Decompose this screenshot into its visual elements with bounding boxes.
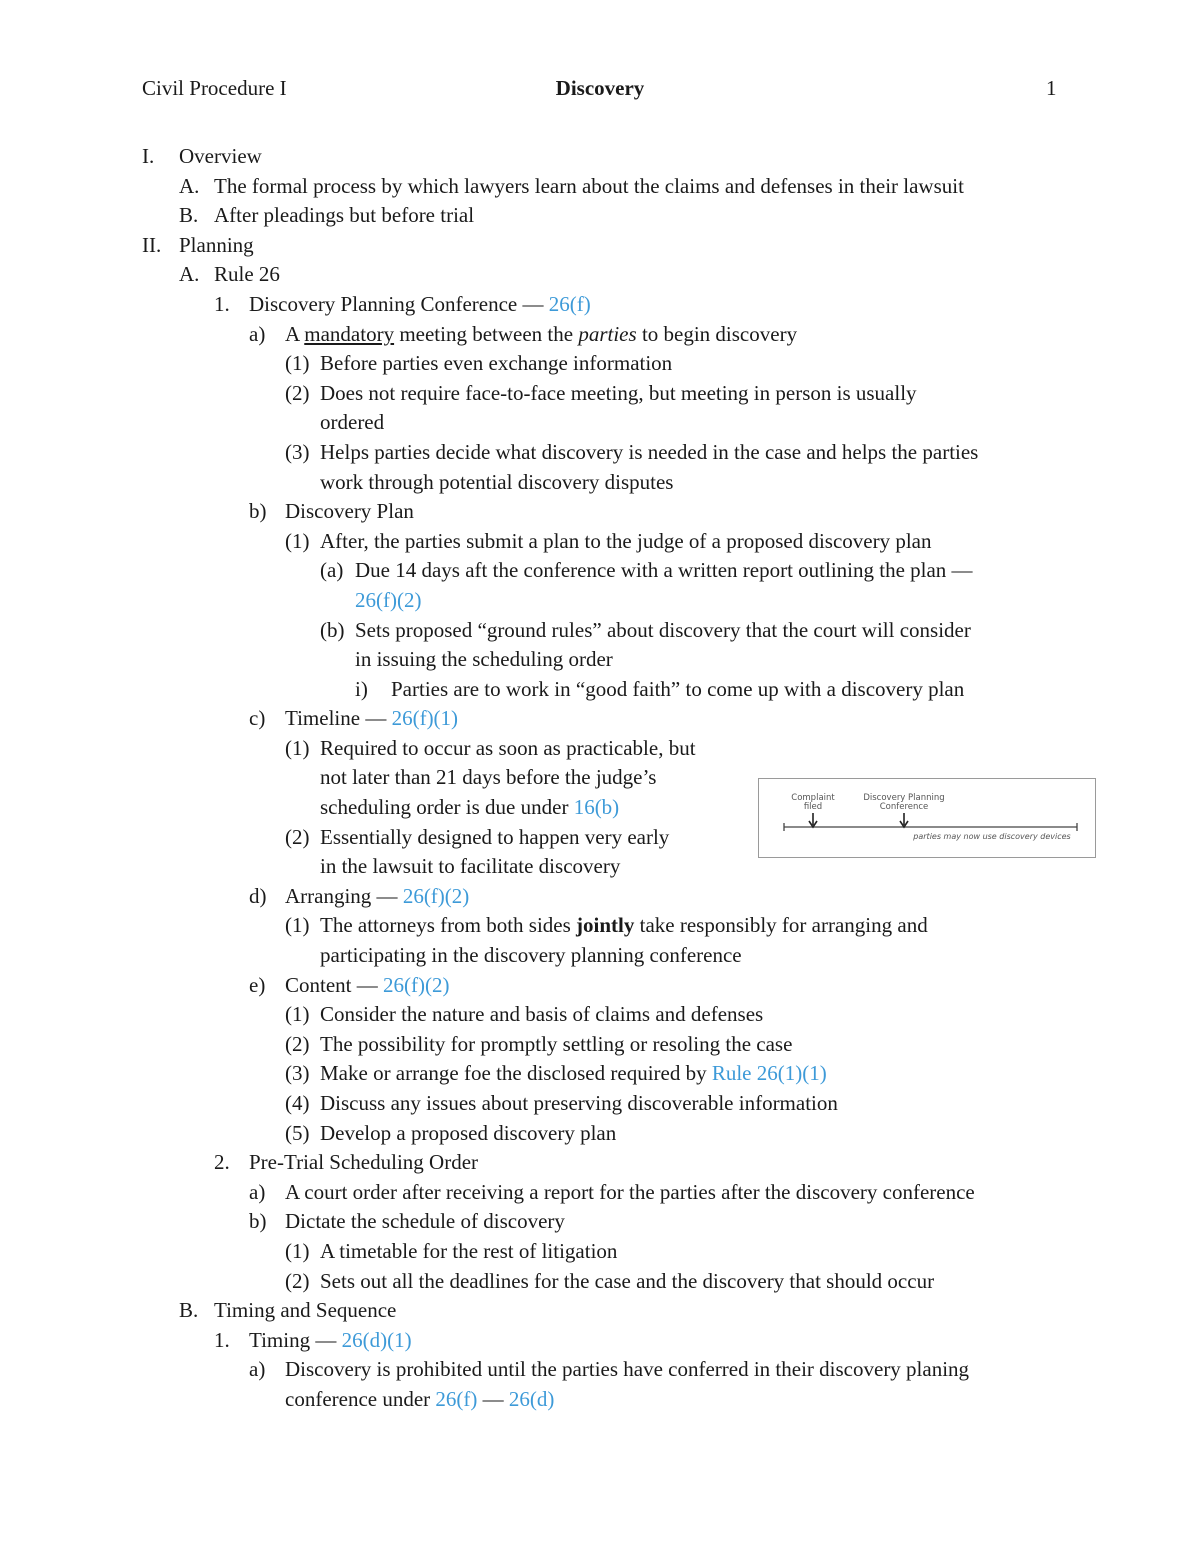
outline-text <box>285 971 449 1001</box>
outline-line <box>0 1385 1200 1415</box>
outline-text-run: The attorneys from both sides <box>320 913 577 938</box>
outline-text <box>249 290 591 320</box>
conference-label-line2: Conference <box>879 802 929 812</box>
outline-line <box>0 497 1200 527</box>
outline-text-run: to begin discovery <box>636 321 798 346</box>
outline-marker: 2. <box>214 1150 230 1175</box>
outline-text-run: Dictate the schedule of discovery <box>285 1209 565 1234</box>
outline-marker: (b) <box>320 617 345 642</box>
outline-text <box>249 1326 412 1356</box>
outline-marker: b) <box>249 1209 267 1234</box>
rule-citation-link[interactable]: 26(d)(1) <box>341 1327 412 1352</box>
outline-text <box>179 231 254 261</box>
outline-line <box>0 1326 1200 1356</box>
outline-line <box>0 971 1200 1001</box>
outline-line <box>0 527 1200 557</box>
outline-text-run: The possibility for promptly settling or resoling the case <box>320 1031 793 1056</box>
outline-text-run: Develop a proposed discovery plan <box>320 1120 617 1145</box>
rule-citation-link[interactable]: 26(f) <box>548 291 591 316</box>
outline-text <box>285 1178 975 1208</box>
outline-line <box>0 1237 1200 1267</box>
conference-arrow-icon <box>900 813 908 827</box>
outline-text-run: Make or arrange foe the disclosed required by <box>320 1061 712 1086</box>
outline-text <box>320 408 384 438</box>
outline-marker: e) <box>249 972 266 997</box>
outline-text <box>179 142 262 172</box>
outline-text-run: Sets proposed “ground rules” about discovery that the court will consider <box>355 617 971 642</box>
outline-marker: a) <box>249 1357 266 1382</box>
rule-citation-link[interactable]: 26(f)(2) <box>355 587 422 612</box>
outline-line <box>0 1267 1200 1297</box>
header-topic-title: Discovery <box>555 76 645 100</box>
outline-text-run: Discovery is prohibited until the parties have conferred in their discovery planing <box>285 1357 970 1382</box>
outline-text-run: Overview <box>179 144 262 168</box>
header-page-number: 1 <box>1046 76 1057 100</box>
outline-text-run: in issuing the scheduling order <box>355 647 613 672</box>
outline-marker: (1) <box>285 1238 310 1263</box>
outline-text-run: Content — <box>285 972 383 997</box>
outline-text <box>214 201 474 231</box>
outline-marker: A. <box>179 173 200 198</box>
outline-text <box>320 468 673 498</box>
outline-text-run: Timing and Sequence <box>214 1298 397 1323</box>
outline-text-run: Planning <box>179 232 254 257</box>
outline-text <box>320 852 620 882</box>
outline-text <box>320 527 932 557</box>
outline-marker: (2) <box>285 1031 310 1056</box>
outline-text <box>320 349 672 379</box>
complaint-label-line2: filed <box>803 802 823 812</box>
outline-text <box>285 882 469 912</box>
outline-text-run: participating in the discovery planning conference <box>320 943 742 968</box>
outline-text-run: work through potential discovery disputes <box>320 469 674 494</box>
rule-citation-link[interactable]: 16(b) <box>573 795 620 820</box>
outline-text <box>285 497 414 527</box>
outline-marker: B. <box>179 1298 199 1323</box>
outline-text-run: Sets out all the deadlines for the case and the discovery that should occur <box>320 1268 935 1293</box>
outline-line <box>0 1089 1200 1119</box>
outline-line <box>0 616 1200 646</box>
outline-text <box>320 763 656 793</box>
outline-text-run: Does not require face-to-face meeting, but meeting in person is usually <box>320 380 917 405</box>
timeline-diagram <box>758 778 1096 858</box>
outline-marker: B. <box>179 203 199 228</box>
outline-line <box>0 142 1200 172</box>
outline-text-run: — <box>477 1386 509 1411</box>
outline-marker: (5) <box>285 1120 310 1145</box>
complaint-arrow-icon <box>809 813 817 827</box>
outline-text-run: Discuss any issues about preserving discoverable information <box>320 1091 838 1115</box>
outline-text-run: Rule 26 <box>214 262 280 287</box>
outline-text <box>214 260 280 290</box>
outline-marker: (a) <box>320 558 344 583</box>
outline-text-run: Required to occur as soon as practicable, but <box>320 735 696 760</box>
outline-text <box>320 911 928 941</box>
outline-marker: i) <box>355 676 368 701</box>
outline-text-run: The formal process by which lawyers learn about the claims and defenses in their lawsuit <box>214 173 964 198</box>
outline-line <box>0 1355 1200 1385</box>
outline-text-run: jointly <box>576 913 635 938</box>
rule-citation-link[interactable]: 26(f)(2) <box>402 883 470 908</box>
outline-text <box>320 438 978 468</box>
outline-text-run: mandatory <box>304 321 395 346</box>
timeline-diagram-graphic <box>759 779 1095 857</box>
outline-text-run: Consider the nature and basis of claims and defenses <box>320 1002 764 1027</box>
outline-line <box>0 379 1200 409</box>
outline-text <box>285 320 797 350</box>
outline-marker: (2) <box>285 1268 310 1293</box>
outline-line <box>0 675 1200 705</box>
outline-text-run: A timetable for the rest of litigation <box>320 1238 618 1263</box>
rule-citation-link[interactable]: 26(d) <box>508 1386 555 1411</box>
complaint-label-line1: Complaint <box>791 793 835 803</box>
outline-text <box>320 793 619 823</box>
outline-text <box>320 1000 763 1030</box>
outline-marker: (1) <box>285 1002 310 1027</box>
outline-text-run: Timeline — <box>285 706 392 731</box>
outline-text-run: meeting between the <box>394 321 579 346</box>
outline-text <box>320 941 742 971</box>
outline-line <box>0 1000 1200 1030</box>
outline-line <box>0 704 1200 734</box>
outline-marker: II. <box>142 232 162 257</box>
outline-text <box>320 1089 838 1119</box>
outline-text <box>355 586 421 616</box>
outline-line <box>0 349 1200 379</box>
outline-marker: a) <box>249 1179 266 1204</box>
outline-line <box>0 1178 1200 1208</box>
rule-citation-link[interactable]: 26(f)(1) <box>391 706 459 731</box>
outline-line <box>0 320 1200 350</box>
outline-text <box>249 1148 478 1178</box>
outline-line <box>0 882 1200 912</box>
outline-text <box>320 1030 792 1060</box>
outline-line <box>0 586 1200 616</box>
outline-text-run: in the lawsuit to facilitate discovery <box>320 854 621 879</box>
outline-text-run: scheduling order is due under <box>320 795 574 820</box>
conference-label-line1: Discovery Planning <box>863 793 945 803</box>
outline-text <box>320 1119 616 1149</box>
outline-line <box>0 438 1200 468</box>
outline-text <box>285 1355 969 1385</box>
outline-text-run: Discovery Plan <box>285 499 414 524</box>
outline-text-run: Arranging — <box>285 883 403 908</box>
outline-line <box>0 556 1200 586</box>
rule-citation-link[interactable]: 26(f)(2) <box>383 972 450 997</box>
outline-text-run: A <box>285 321 305 346</box>
header-course-title: Civil Procedure I <box>142 76 287 100</box>
outline-marker: (4) <box>285 1091 310 1115</box>
outline-marker: c) <box>249 706 266 731</box>
outline-line <box>0 1296 1200 1326</box>
outline-text <box>285 1385 554 1415</box>
outline-text <box>285 1207 565 1237</box>
outline-text-run: Due 14 days aft the conference with a written report outlining the plan — <box>355 558 973 583</box>
outline-text <box>214 172 964 202</box>
outline-marker: (1) <box>285 351 310 376</box>
outline-text-run: A court order after receiving a report for the parties after the discovery conference <box>285 1179 975 1204</box>
outline-text <box>320 1237 617 1267</box>
outline-text <box>320 379 917 409</box>
outline-text <box>320 823 669 853</box>
outline-marker: (3) <box>285 1061 310 1086</box>
outline-line <box>0 260 1200 290</box>
outline-text-run: not later than 21 days before the judge’s <box>320 765 657 790</box>
outline-text-run: Essentially designed to happen very early <box>320 824 670 849</box>
outline-text-run: After, the parties submit a plan to the judge of a proposed discovery plan <box>320 528 932 553</box>
outline-marker: (1) <box>285 913 310 938</box>
outline-marker: 1. <box>214 291 230 316</box>
outline-text <box>320 1059 827 1089</box>
outline-line <box>0 1207 1200 1237</box>
outline-marker: (1) <box>285 528 310 553</box>
outline-text-run: Parties are to work in “good faith” to come up with a discovery plan <box>391 676 965 701</box>
rule-citation-link[interactable]: 26(f) <box>435 1386 478 1411</box>
outline-line <box>0 1059 1200 1089</box>
outline-text <box>320 1267 934 1297</box>
outline-marker: d) <box>249 883 267 908</box>
outline-text-run: Helps parties decide what discovery is needed in the case and helps the parties <box>320 439 979 464</box>
outline-text-run: conference under <box>285 1386 436 1411</box>
outline-marker: (3) <box>285 439 310 464</box>
outline-marker: (1) <box>285 735 310 760</box>
outline-marker: 1. <box>214 1327 230 1352</box>
outline-text-run: Timing — <box>249 1327 342 1352</box>
outline-text-run: Discovery Planning Conference — <box>249 291 549 316</box>
outline-text-run: After pleadings but before trial <box>214 203 475 228</box>
outline-line <box>0 645 1200 675</box>
outline-marker: I. <box>142 144 155 168</box>
outline-text <box>355 645 613 675</box>
outline-text-run: Before parties even exchange information <box>320 351 673 376</box>
outline-text <box>355 616 971 646</box>
outline-marker: b) <box>249 499 267 524</box>
outline-line <box>0 941 1200 971</box>
outline-line <box>0 290 1200 320</box>
outline-line <box>0 201 1200 231</box>
outline-line <box>0 172 1200 202</box>
outline-text <box>214 1296 396 1326</box>
outline-text-run: Pre-Trial Scheduling Order <box>249 1150 479 1175</box>
outline-line <box>0 1119 1200 1149</box>
outline-marker: (2) <box>285 380 310 405</box>
outline-text-run: take responsibly for arranging and <box>634 913 928 938</box>
outline-text-run: parties <box>578 321 637 346</box>
outline-line <box>0 1148 1200 1178</box>
outline-line <box>0 734 1200 764</box>
outline-marker: A. <box>179 262 200 287</box>
rule-citation-link[interactable]: Rule 26(1)(1) <box>711 1061 827 1086</box>
outline-text <box>285 704 458 734</box>
outline-line <box>0 408 1200 438</box>
outline-text <box>355 556 973 586</box>
outline-text-run: ordered <box>320 410 385 435</box>
outline-line <box>0 911 1200 941</box>
outline-text <box>391 675 964 705</box>
outline-line <box>0 468 1200 498</box>
outline-line <box>0 1030 1200 1060</box>
outline-marker: (2) <box>285 824 310 849</box>
outline-text <box>320 734 696 764</box>
timeline-caption: parties may now use discovery devices <box>913 832 1071 841</box>
outline-line <box>0 231 1200 261</box>
outline-marker: a) <box>249 321 266 346</box>
